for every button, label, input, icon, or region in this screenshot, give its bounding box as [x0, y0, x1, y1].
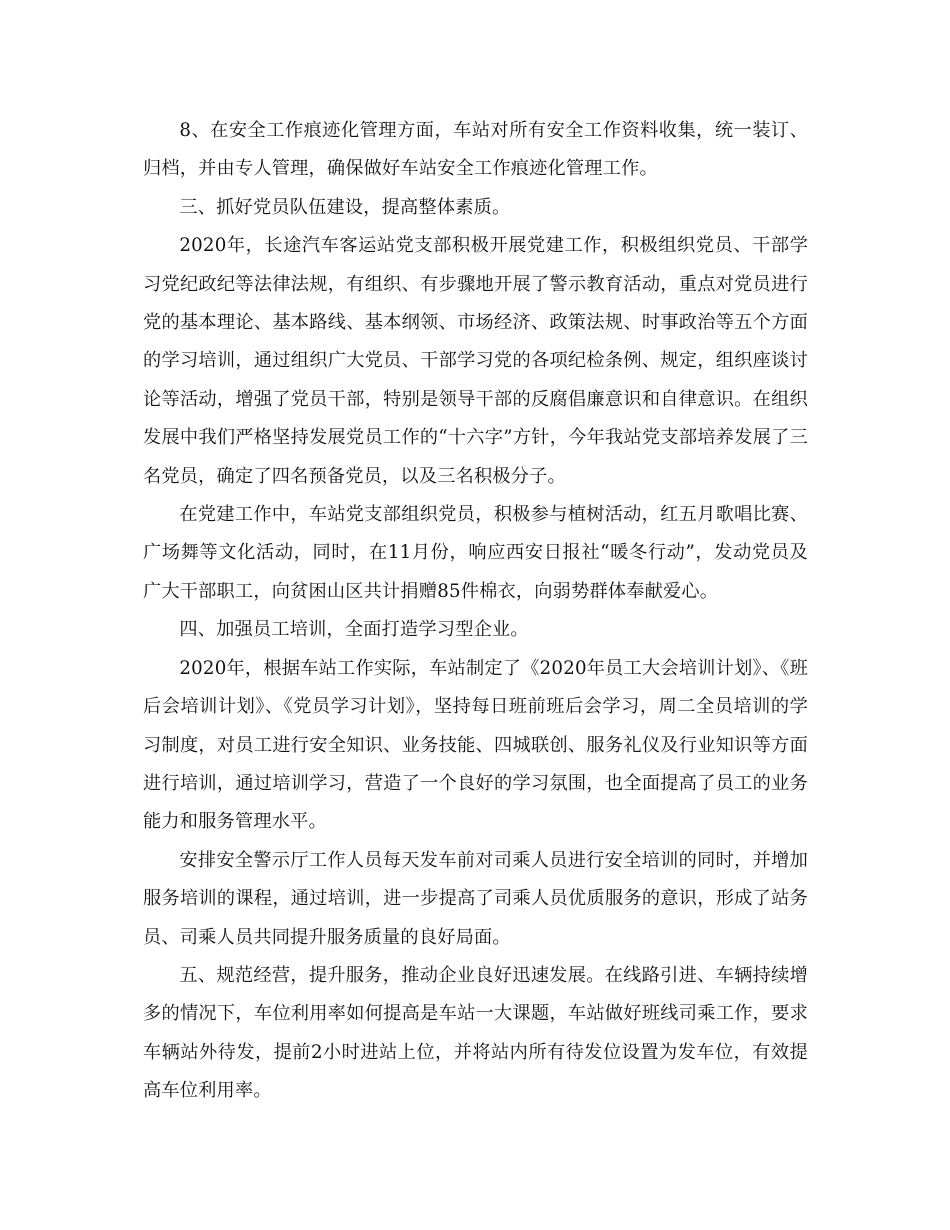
paragraph-operations: 五、规范经营，提升服务，推动企业良好迅速发展。在线路引进、车辆持续增多的情况下，车位利用率如何提高是车站一大课题，车站做好班线司乘工作，要求车辆站外待发，提前2小时进站上位，并将站内所有待发位设置为发车位，有效提高车位利用率。	[143, 964, 808, 1102]
heading-staff-training: 四、加强员工培训，全面打造学习型企业。	[179, 619, 529, 641]
paragraph-party-training: 2020年，长途汽车客运站党支部积极开展党建工作，积极组织党员、干部学习党纪政纪等法律法规，有组织、有步骤地开展了警示教育活动，重点对党员进行党的基本理论、基本路线、基本纲领、市场经济、政策法规、时事政治等五个方面的学习培训，通过组织广大党员、干部学习党的各项纪检条例、规定，组织座谈讨论等活动，增强了党员干部，特别是领导干部的反腐倡廉意识和自律意识。在组织发展中我们严格坚持发展党员工作的“十六字”方针，今年我站党支部培养发展了三名党员，确定了四名预备党员，以及三名积极分子。	[143, 235, 808, 487]
document-body	[143, 112, 808, 1111]
paragraph-service-training: 安排安全警示厅工作人员每天发车前对司乘人员进行安全培训的同时，并增加服务培训的课程，通过培训，进一步提高了司乘人员优质服务的意识，形成了站务员、司乘人员共同提升服务质量的良好局面。	[143, 849, 808, 948]
heading-party-building: 三、抓好党员队伍建设，提高整体素质。	[179, 196, 511, 218]
paragraph-training-plans: 2020年，根据车站工作实际，车站制定了《2020年员工大会培训计划》、《班后会培训计划》、《党员学习计划》，坚持每日班前班后会学习，周二全员培训的学习制度，对员工进行安全知识、业务技能、四城联创、服务礼仪及行业知识等方面进行培训，通过培训学习，营造了一个良好的学习氛围，也全面提高了员工的业务能力和服务管理水平。	[143, 657, 808, 833]
paragraph-safety-records: 8、在安全工作痕迹化管理方面，车站对所有安全工作资料收集，统一装订、归档，并由专人管理，确保做好车站安全工作痕迹化管理工作。	[143, 120, 808, 180]
paragraph-party-activities: 在党建工作中，车站党支部组织党员，积极参与植树活动，红五月歌唱比赛、广场舞等文化活动，同时，在11月份，响应西安日报社“暖冬行动”，发动党员及广大干部职工，向贫困山区共计捐赠85件棉衣，向弱势群体奉献爱心。	[143, 504, 808, 602]
